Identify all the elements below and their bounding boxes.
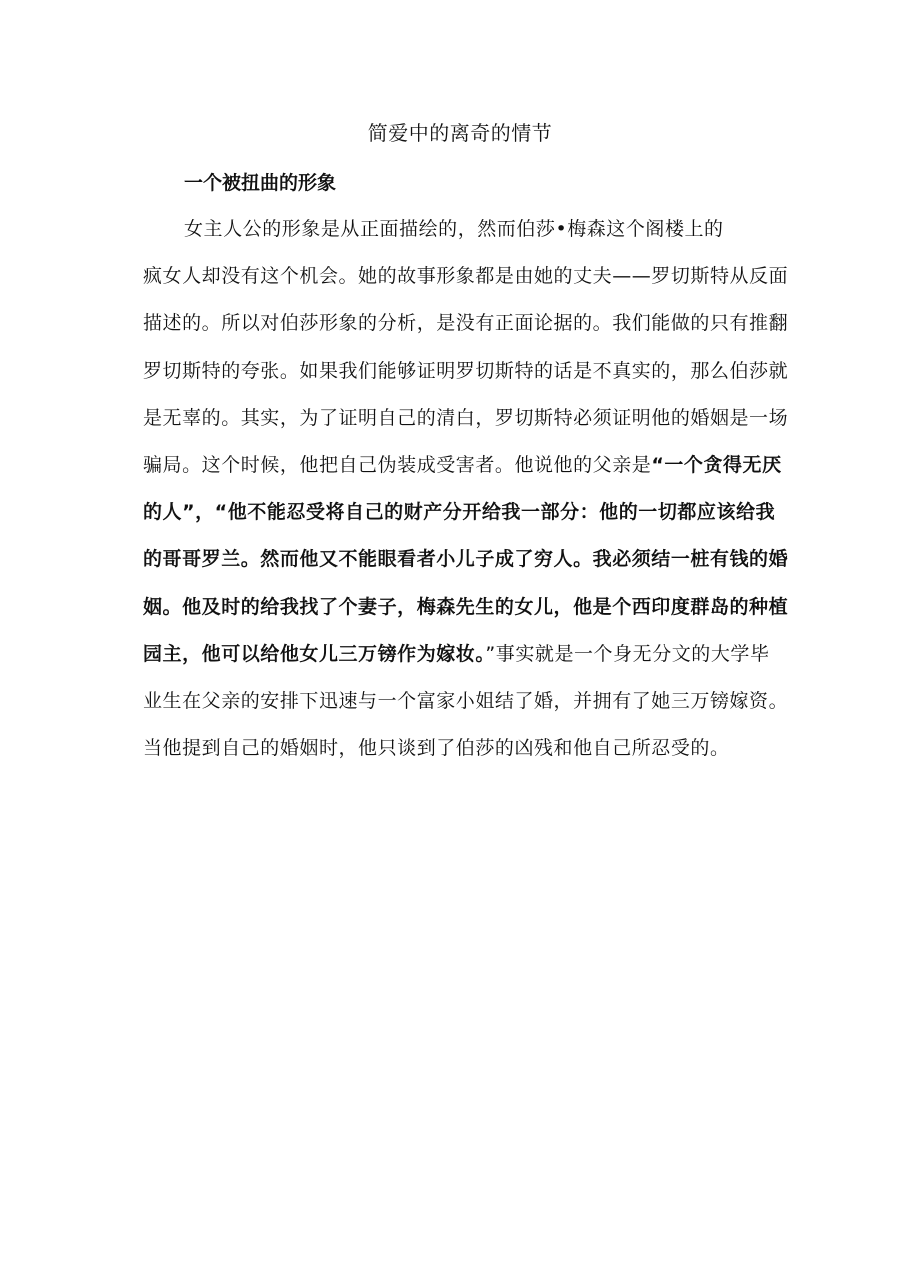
bold-quote-text: “一个贪得无厌 [651, 454, 782, 476]
text-line [143, 638, 770, 670]
text-line [143, 496, 775, 528]
text-line [143, 260, 788, 292]
section-heading: 一个被扭曲的形象 [184, 172, 337, 194]
text-segment: ”事实就是一个身无分文的大学毕 [485, 642, 770, 665]
text-line [143, 449, 782, 481]
text-segment: 描述的。所以对伯莎形象的分析，是没有正面论据的。我们能做的只有推翻 [143, 312, 789, 335]
document-title: 简爱中的离奇的情节 [367, 121, 553, 145]
text-segment: 骗局。这个时候，他把自己伪装成受害者。他说他的父亲是 [143, 454, 652, 476]
text-line [143, 685, 788, 717]
text-line [143, 402, 788, 434]
text-segment: 当他提到自己的婚姻时，他只谈到了伯莎的凶残和他自己所忍受的。 [143, 737, 730, 760]
text-line [143, 543, 788, 575]
bold-quote-text: 园主，他可以给他女儿三万镑作为嫁妆。 [143, 642, 486, 665]
text-segment: 罗切斯特的夸张。如果我们能够证明罗切斯特的话是不真实的，那么伯莎就 [143, 359, 789, 382]
text-segment: 女主人公的形象是从正面描绘的，然而伯莎•梅森这个阁楼上的 [184, 218, 724, 240]
text-line [143, 355, 788, 387]
text-segment: 疯女人却没有这个机会。她的故事形象都是由她的丈夫——罗切斯特从反面 [143, 265, 789, 288]
text-line [143, 591, 788, 623]
text-line [143, 307, 788, 339]
text-line [184, 213, 724, 245]
text-line [143, 732, 730, 764]
text-segment: 是无辜的。其实，为了证明自己的清白，罗切斯特必须证明他的婚姻是一场 [143, 406, 789, 429]
text-segment: 业生在父亲的安排下迅速与一个富家小姐结了婚，并拥有了她三万镑嫁资。 [143, 690, 789, 712]
bold-quote-text: 的哥哥罗兰。然而他又不能眼看者小儿子成了穷人。我必须结一桩有钱的婚 [143, 548, 789, 571]
bold-quote-text: 姻。他及时的给我找了个妻子，梅森先生的女儿，他是个西印度群岛的种植 [143, 595, 789, 618]
bold-quote-text: 的人”，“他不能忍受将自己的财产分开给我一部分：他的一切都应该给我 [143, 501, 776, 524]
